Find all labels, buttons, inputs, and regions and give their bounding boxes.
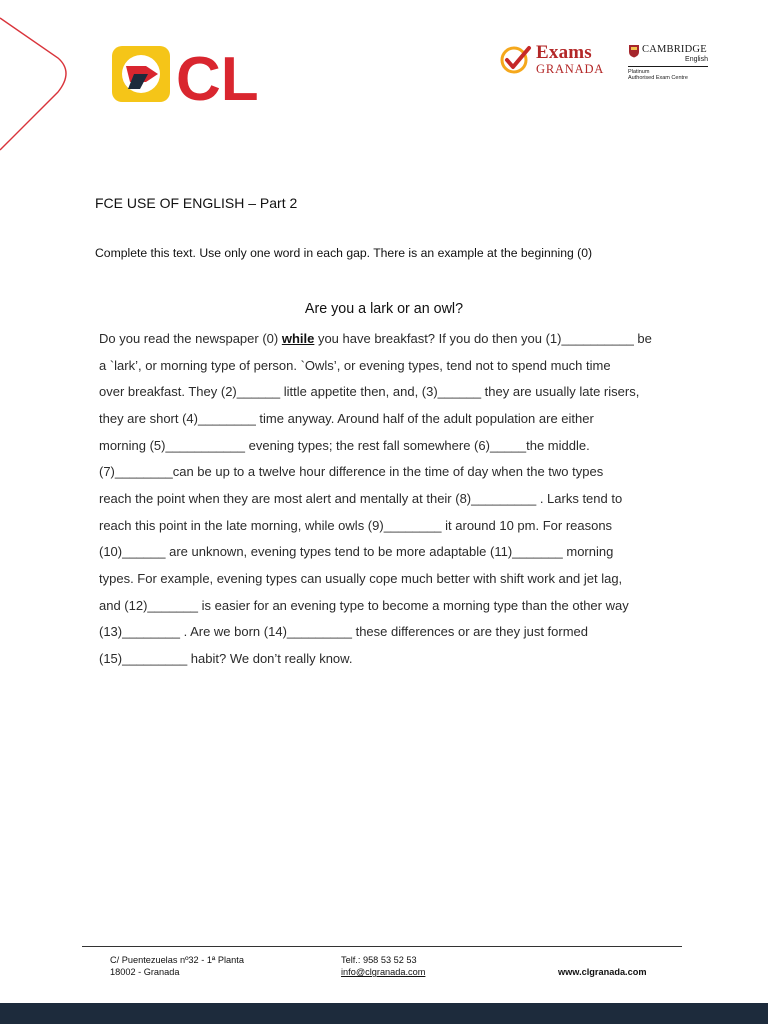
text-line: (7)________can be up to a twelve hour difference in the time of day when the two types bbox=[99, 464, 604, 479]
example-answer: while bbox=[281, 331, 315, 346]
text-segment: Do you read the newspaper (0) bbox=[99, 331, 282, 346]
footer-email-link[interactable]: info@clgranada.com bbox=[341, 967, 426, 977]
instructions: Complete this text. Use only one word in each gap. There is an example at the beginning (0) bbox=[95, 246, 593, 260]
english-word: English bbox=[685, 56, 708, 63]
text-line: reach this point in the late morning, while owls (9)________ it around 10 pm. For reasons bbox=[99, 518, 613, 533]
checkmark-icon bbox=[498, 44, 534, 76]
granada-logo-word: GRANADA bbox=[536, 62, 605, 76]
cambridge-word: CAMBRIDGE bbox=[642, 44, 707, 55]
text-line: morning (5)___________ evening types; the rest fall somewhere (6)_____the middle. bbox=[99, 438, 590, 453]
exams-granada-logo bbox=[498, 42, 612, 78]
bottom-bar bbox=[0, 1003, 768, 1024]
cambridge-english-logo bbox=[628, 44, 712, 84]
authorised-centre-word: Authorised Exam Centre bbox=[628, 75, 688, 81]
text-line: and (12)_______ is easier for an evening type to become a morning type than the other way bbox=[99, 598, 629, 613]
text-line: (10)______ are unknown, evening types tend to be more adaptable (11)_______ morning bbox=[99, 544, 614, 559]
footer-website[interactable]: www.clgranada.com bbox=[558, 967, 647, 977]
text-line: (13)________ . Are we born (14)_________ these differences or are they just formed bbox=[99, 624, 589, 639]
footer-divider bbox=[82, 946, 682, 947]
platinum-word: Platinum bbox=[628, 69, 650, 75]
text-line: types. For example, evening types can usually cope much better with shift work and jet lag, bbox=[99, 571, 623, 586]
crest-icon bbox=[628, 44, 640, 58]
text-segment: you have breakfast? If you do then you (1)__________ be bbox=[314, 331, 652, 346]
footer-address-line1: C/ Puentezuelas nº32 - 1ª Planta bbox=[110, 955, 244, 965]
cl-logo-text: CL bbox=[176, 45, 259, 106]
cl-logo bbox=[110, 44, 280, 106]
corner-arc-decoration bbox=[0, 0, 80, 170]
exams-logo-word: Exams bbox=[536, 42, 592, 63]
text-line: reach the point when they are most alert and mentally at their (8)_________ . Larks tend to bbox=[99, 491, 623, 506]
footer-address-line2: 18002 - Granada bbox=[110, 967, 180, 977]
document-title: FCE USE OF ENGLISH – Part 2 bbox=[95, 195, 298, 211]
text-line: they are short (4)________ time anyway. Around half of the adult population are either bbox=[99, 411, 594, 426]
text-line: a `lark’, or morning type of person. `Owls’, or evening types, tend not to spend much time bbox=[99, 358, 611, 373]
text-title: Are you a lark or an owl? bbox=[304, 301, 464, 317]
text-line bbox=[99, 331, 652, 347]
cambridge-divider bbox=[628, 66, 708, 67]
text-line: (15)_________ habit? We don’t really know. bbox=[99, 651, 353, 666]
footer-phone: Telf.: 958 53 52 53 bbox=[341, 955, 417, 965]
text-line: over breakfast. They (2)______ little appetite then, and, (3)______ they are usually late risers, bbox=[99, 384, 640, 399]
